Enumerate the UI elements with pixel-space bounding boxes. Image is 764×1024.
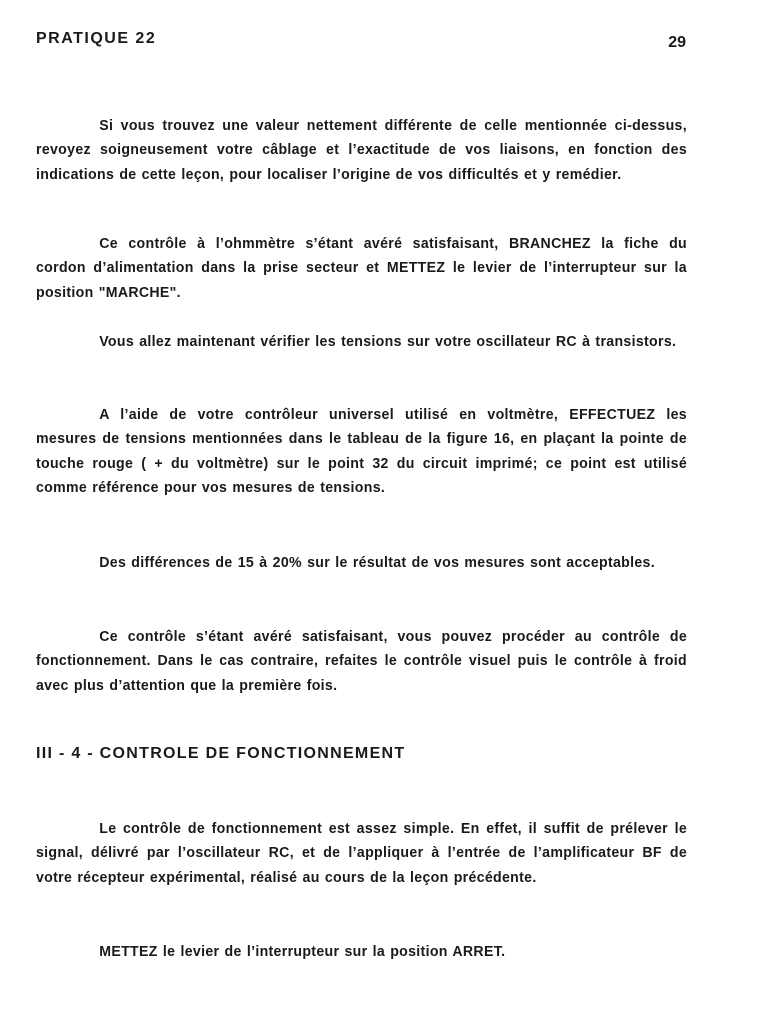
paragraph-power-on <box>36 232 687 305</box>
paragraph-text: Si vous trouvez une valeur nettement différente de celle mentionnée ci-dessus, revoyez soigneusement votre câblage et l’exactitude de vos liaisons, en fonction des indications de cette leçon, pour localiser l’origine de vos difficultés et y remédier. <box>36 117 688 183</box>
paragraph-text: Vous allez maintenant vérifier les tensions sur votre oscillateur RC à transistors. <box>99 333 677 350</box>
paragraph-verify-voltages <box>36 330 687 354</box>
page-number: 29 <box>668 34 686 51</box>
section-heading: III - 4 - CONTROLE DE FONCTIONNEMENT <box>36 745 406 762</box>
paragraph-text: Ce contrôle s’étant avéré satisfaisant, vous pouvez procéder au contrôle de fonctionnement. Dans le cas contraire, refaites le contrôle visuel puis le contrôle à froid avec plus d’attention que la première fois. <box>36 628 688 694</box>
running-header-title: PRATIQUE 22 <box>36 30 157 47</box>
paragraph-text: Le contrôle de fonctionnement est assez simple. En effet, il suffit de prélever le signal, délivré par l’oscillateur RC, et de l’appliquer à l’entrée de l’amplificateur BF de votre récepteur expérimental, réalisé au cours de la leçon précédente. <box>36 820 688 886</box>
paragraph-tolerance <box>36 551 687 575</box>
paragraph-check-value <box>36 114 687 187</box>
paragraph-operation-check <box>36 817 687 890</box>
paragraph-text: METTEZ le levier de l’interrupteur sur la position ARRET. <box>99 943 506 960</box>
paragraph-proceed <box>36 625 687 698</box>
paragraph-text: A l’aide de votre contrôleur universel utilisé en voltmètre, EFFECTUEZ les mesures de tensions mentionnées dans le tableau de la figure 16, en plaçant la pointe de touche rouge ( + du voltmètre) sur le point 32 du circuit imprimé; ce point est utilisé comme référence pour vos mesures de tensions. <box>36 406 688 497</box>
paragraph-text: Ce contrôle à l’ohmmètre s’étant avéré satisfaisant, BRANCHEZ la fiche du cordon d’alimentation dans la prise secteur et METTEZ le levier de l’interrupteur sur la position "MARCHE". <box>36 235 688 301</box>
paragraph-text: Des différences de 15 à 20% sur le résultat de vos mesures sont acceptables. <box>99 554 655 571</box>
paragraph-voltmeter-measure <box>36 403 687 501</box>
paragraph-switch-off <box>36 940 687 964</box>
